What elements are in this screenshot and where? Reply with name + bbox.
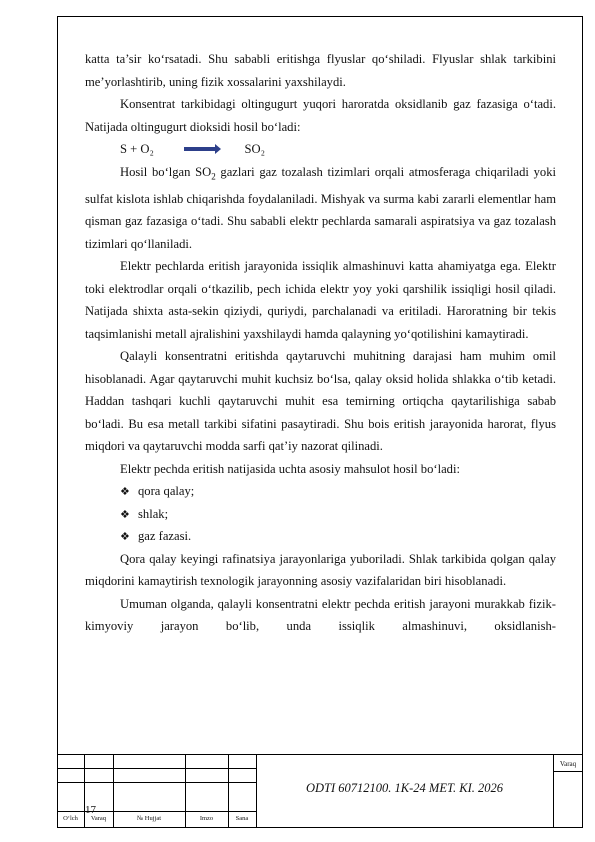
reaction-arrow-icon bbox=[184, 147, 216, 151]
paragraph-3-start: Hosil bo‘lgan SO bbox=[120, 164, 212, 179]
list-item-text: shlak; bbox=[138, 506, 169, 521]
paragraph-3 bbox=[85, 161, 556, 256]
list-item bbox=[85, 503, 556, 526]
diamond-bullet-icon: ❖ bbox=[120, 486, 130, 499]
list-item bbox=[85, 480, 556, 503]
paragraph-7: Qora qalay keyingi rafinatsiya jarayonlariga yuboriladi. Shlak tarkibida qolgan qalay miqdorini kamaytirish texnologik jarayonning asosiy vazifalaridan biri hisoblanadi. bbox=[85, 551, 556, 589]
title-block-sheet-line bbox=[553, 771, 583, 772]
title-block-row-line bbox=[57, 768, 257, 769]
subscript-2: 2 bbox=[211, 171, 216, 182]
title-block-row-line bbox=[57, 782, 257, 783]
paragraph-2: Konsentrat tarkibidagi oltingugurt yuqori haroratda oksidlanib gaz fazasiga o‘tadi. Natijada oltingugurt dioksidi hosil bo‘ladi: bbox=[85, 97, 556, 134]
paragraph-1: katta ta’sir ko‘rsatadi. Shu sababli eritishga flyuslar qo‘shiladi. Flyuslar shlak tarkibini me’yorlashtirib, uning fizik xossalarini yaxshilaydi. bbox=[85, 52, 556, 89]
list-item-text: gaz fazasi. bbox=[138, 529, 192, 544]
diamond-bullet-icon: ❖ bbox=[120, 508, 130, 521]
col-label: № Hujjat bbox=[136, 815, 162, 822]
paragraph-8: Umuman olganda, qalayli konsentratni elektr pechda eritish jarayoni murakkab fizik-kimyoviy jarayon bo‘lib, unda issiqlik almashinuvi, oksidlanish- bbox=[85, 596, 556, 634]
title-block bbox=[57, 754, 583, 828]
equation-right: SO₂ bbox=[244, 142, 266, 156]
equation bbox=[85, 138, 556, 161]
equation-left: S + O₂ bbox=[120, 142, 154, 156]
diamond-bullet-icon: ❖ bbox=[120, 531, 130, 544]
document-code: ODTI 60712100. 1K-24 MET. KI. 2026 bbox=[306, 781, 503, 795]
col-label: Sana bbox=[235, 815, 249, 822]
col-label: O‘lch bbox=[63, 815, 78, 822]
paragraph-4: Elektr pechlarda eritish jarayonida issiqlik almashinuvi katta ahamiyatga ega. Elektr toki elektrodlar orqali o‘tkazilib, pech ichida elektr yoy yoki qarshilik issiqligi hosil qiladi. Natijada shixta asta-sekin qiziydi, quriydi, parchalanadi va eritiladi. Haroratning bir tekis taqsimlanishi metall ajralishini yaxshilaydi hamda qalayning yo‘qotilishini kamaytiradi. bbox=[85, 259, 556, 341]
col-label: Imzo bbox=[199, 815, 214, 822]
document-body bbox=[85, 48, 556, 638]
col-label: Varaq bbox=[90, 815, 107, 822]
paragraph-5: Qalayli konsentratni eritishda qaytaruvchi muhitning darajasi ham muhim omil hisoblanadi. Agar qaytaruvchi muhit kuchsiz bo‘lsa, qalay oksid holida shlakka o‘tib ketadi. Haddan tashqari kuchli qaytaruvchi muhit esa temirning ortiqcha qaytarilishiga sabab bo‘ladi. Bu esa metall tarkibi sifatini pasaytiradi. Shu bois eritish jarayonida harorat, flyus miqdori va qaytaruvchi modda sarfi qat’iy nazorat qilinadi. bbox=[85, 349, 556, 454]
sheet-label: Varaq bbox=[559, 760, 577, 768]
paragraph-3-rest: gazlari gaz tozalash tizimlari orqali atmosferaga chiqariladi yoki sulfat kislota ishlab chiqarishda foydalaniladi. Mishyak va surma kabi zararli elementlar ham qisman gaz fazasiga o‘tadi. Shu sababli elektr pechlarda samarali aspiratsiya va gaz tozalash tizimlari qo‘llaniladi. bbox=[85, 164, 557, 251]
paragraph-6: Elektr pechda eritish natijasida uchta asosiy mahsulot hosil bo‘ladi: bbox=[120, 461, 460, 476]
page-number: 17 bbox=[85, 804, 96, 816]
list-item-text: qora qalay; bbox=[138, 484, 195, 499]
title-block-top-line bbox=[57, 754, 583, 755]
list-item bbox=[85, 525, 556, 548]
